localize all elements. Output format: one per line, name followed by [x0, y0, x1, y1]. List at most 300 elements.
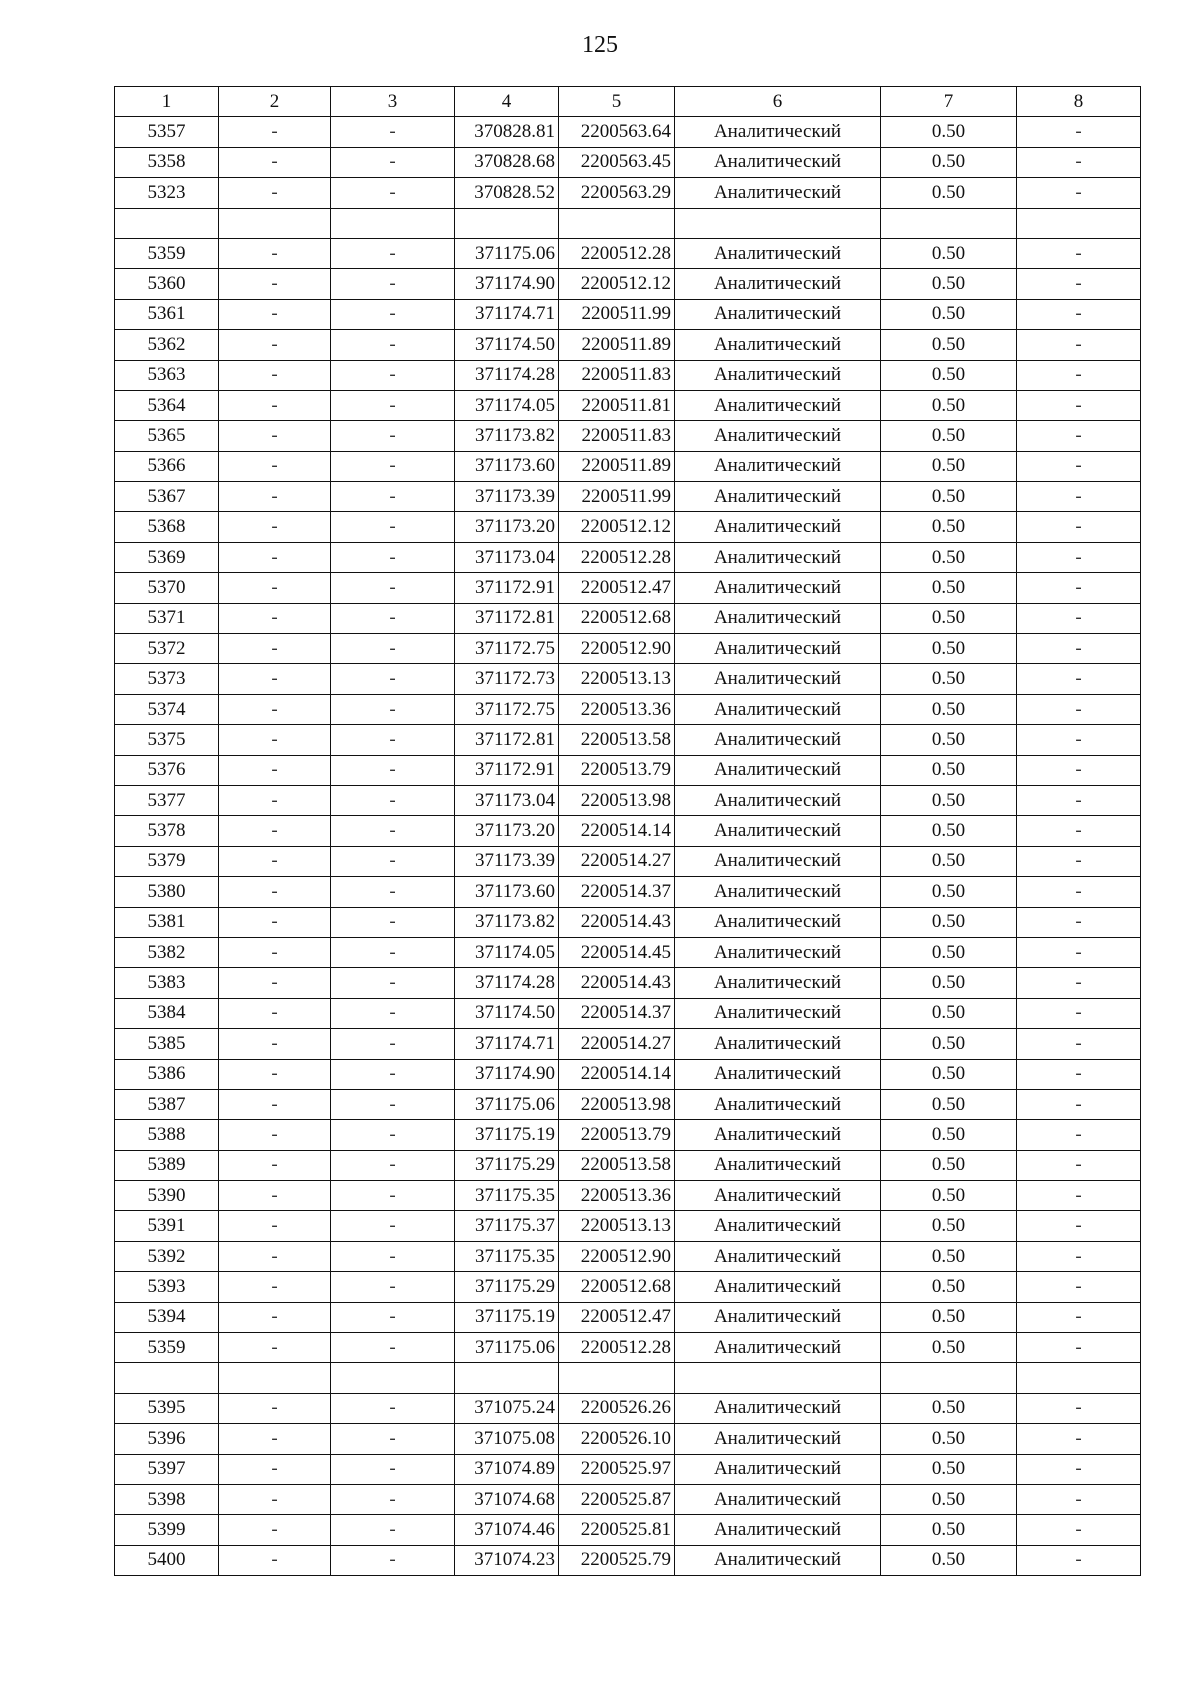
- cell-coord-y: 2200525.79: [559, 1545, 675, 1575]
- header-row: [115, 87, 1141, 117]
- cell-point-number: 5386: [115, 1059, 219, 1089]
- cell-col-3: -: [331, 1059, 455, 1089]
- cell-col-3: -: [331, 664, 455, 694]
- cell-point-number: 5357: [115, 117, 219, 147]
- cell-coord-x: 371075.24: [455, 1393, 559, 1423]
- cell-coord-y: 2200511.89: [559, 330, 675, 360]
- empty-cell: [455, 208, 559, 238]
- cell-col-8: -: [1017, 1181, 1141, 1211]
- cell-coord-x: 371075.08: [455, 1424, 559, 1454]
- cell-col-8: -: [1017, 1545, 1141, 1575]
- cell-coord-y: 2200512.90: [559, 634, 675, 664]
- cell-coord-y: 2200514.27: [559, 846, 675, 876]
- cell-coord-x: 371174.05: [455, 937, 559, 967]
- cell-point-number: 5373: [115, 664, 219, 694]
- cell-coord-y: 2200512.28: [559, 238, 675, 268]
- cell-col-8: -: [1017, 998, 1141, 1028]
- cell-coord-x: 371172.75: [455, 694, 559, 724]
- cell-point-number: 5377: [115, 785, 219, 815]
- cell-point-number: 5375: [115, 725, 219, 755]
- cell-coord-y: 2200513.98: [559, 1089, 675, 1119]
- cell-accuracy: 0.50: [881, 542, 1017, 572]
- cell-point-number: 5363: [115, 360, 219, 390]
- cell-accuracy: 0.50: [881, 877, 1017, 907]
- cell-col-2: -: [219, 1211, 331, 1241]
- cell-col-3: -: [331, 603, 455, 633]
- cell-col-8: -: [1017, 634, 1141, 664]
- cell-coord-x: 370828.81: [455, 117, 559, 147]
- cell-col-8: -: [1017, 937, 1141, 967]
- cell-point-number: 5393: [115, 1272, 219, 1302]
- cell-accuracy: 0.50: [881, 603, 1017, 633]
- cell-accuracy: 0.50: [881, 360, 1017, 390]
- table-row: [115, 1454, 1141, 1484]
- cell-method: Аналитический: [675, 1029, 881, 1059]
- empty-cell: [1017, 208, 1141, 238]
- cell-col-2: -: [219, 1181, 331, 1211]
- table-row-separator: [115, 1363, 1141, 1393]
- cell-coord-x: 371074.23: [455, 1545, 559, 1575]
- cell-point-number: 5388: [115, 1120, 219, 1150]
- cell-accuracy: 0.50: [881, 1333, 1017, 1363]
- cell-col-8: -: [1017, 755, 1141, 785]
- cell-col-8: -: [1017, 147, 1141, 177]
- empty-cell: [675, 1363, 881, 1393]
- cell-coord-x: 370828.52: [455, 178, 559, 208]
- cell-col-8: -: [1017, 968, 1141, 998]
- cell-point-number: 5390: [115, 1181, 219, 1211]
- cell-method: Аналитический: [675, 1454, 881, 1484]
- cell-method: Аналитический: [675, 634, 881, 664]
- cell-coord-y: 2200514.45: [559, 937, 675, 967]
- cell-accuracy: 0.50: [881, 816, 1017, 846]
- cell-point-number: 5385: [115, 1029, 219, 1059]
- cell-coord-x: 371175.06: [455, 1089, 559, 1119]
- table-row: [115, 1211, 1141, 1241]
- cell-method: Аналитический: [675, 390, 881, 420]
- column-header: 1: [115, 87, 219, 117]
- empty-cell: [881, 208, 1017, 238]
- cell-col-3: -: [331, 542, 455, 572]
- cell-method: Аналитический: [675, 937, 881, 967]
- table-row: [115, 1241, 1141, 1271]
- cell-method: Аналитический: [675, 664, 881, 694]
- cell-accuracy: 0.50: [881, 907, 1017, 937]
- cell-coord-y: 2200513.79: [559, 1120, 675, 1150]
- cell-col-8: -: [1017, 1272, 1141, 1302]
- cell-method: Аналитический: [675, 1333, 881, 1363]
- cell-col-3: -: [331, 725, 455, 755]
- cell-accuracy: 0.50: [881, 1241, 1017, 1271]
- table-row: [115, 360, 1141, 390]
- cell-point-number: 5394: [115, 1302, 219, 1332]
- cell-coord-x: 371173.20: [455, 816, 559, 846]
- cell-point-number: 5362: [115, 330, 219, 360]
- cell-col-8: -: [1017, 178, 1141, 208]
- cell-coord-x: 371172.91: [455, 755, 559, 785]
- cell-accuracy: 0.50: [881, 1029, 1017, 1059]
- empty-cell: [559, 1363, 675, 1393]
- cell-point-number: 5384: [115, 998, 219, 1028]
- cell-coord-x: 371173.60: [455, 451, 559, 481]
- cell-method: Аналитический: [675, 816, 881, 846]
- cell-col-8: -: [1017, 482, 1141, 512]
- table-row: [115, 1120, 1141, 1150]
- cell-accuracy: 0.50: [881, 725, 1017, 755]
- table-row-separator: [115, 208, 1141, 238]
- cell-coord-y: 2200512.90: [559, 1241, 675, 1271]
- cell-col-8: -: [1017, 360, 1141, 390]
- cell-col-3: -: [331, 330, 455, 360]
- cell-col-2: -: [219, 725, 331, 755]
- cell-point-number: 5358: [115, 147, 219, 177]
- cell-col-8: -: [1017, 1089, 1141, 1119]
- cell-col-2: -: [219, 482, 331, 512]
- cell-col-2: -: [219, 937, 331, 967]
- cell-method: Аналитический: [675, 1515, 881, 1545]
- cell-accuracy: 0.50: [881, 512, 1017, 542]
- cell-coord-x: 371172.91: [455, 573, 559, 603]
- cell-col-3: -: [331, 1029, 455, 1059]
- cell-col-2: -: [219, 1545, 331, 1575]
- cell-coord-x: 371174.50: [455, 330, 559, 360]
- empty-cell: [219, 208, 331, 238]
- cell-col-8: -: [1017, 1059, 1141, 1089]
- cell-col-2: -: [219, 1059, 331, 1089]
- cell-coord-x: 371175.29: [455, 1150, 559, 1180]
- cell-method: Аналитический: [675, 421, 881, 451]
- cell-col-3: -: [331, 1241, 455, 1271]
- cell-coord-x: 371174.90: [455, 1059, 559, 1089]
- cell-accuracy: 0.50: [881, 1211, 1017, 1241]
- cell-col-8: -: [1017, 117, 1141, 147]
- cell-method: Аналитический: [675, 1302, 881, 1332]
- cell-col-8: -: [1017, 451, 1141, 481]
- cell-coord-y: 2200525.87: [559, 1484, 675, 1514]
- cell-coord-x: 371175.35: [455, 1241, 559, 1271]
- cell-accuracy: 0.50: [881, 178, 1017, 208]
- table-row: [115, 1393, 1141, 1423]
- cell-coord-x: 371175.06: [455, 238, 559, 268]
- cell-col-3: -: [331, 390, 455, 420]
- cell-method: Аналитический: [675, 269, 881, 299]
- cell-coord-y: 2200513.58: [559, 1150, 675, 1180]
- cell-coord-y: 2200514.43: [559, 968, 675, 998]
- cell-col-8: -: [1017, 1302, 1141, 1332]
- cell-col-8: -: [1017, 330, 1141, 360]
- table-row: [115, 1302, 1141, 1332]
- cell-point-number: 5359: [115, 1333, 219, 1363]
- cell-col-2: -: [219, 1424, 331, 1454]
- cell-accuracy: 0.50: [881, 1545, 1017, 1575]
- cell-accuracy: 0.50: [881, 573, 1017, 603]
- cell-point-number: 5399: [115, 1515, 219, 1545]
- cell-point-number: 5323: [115, 178, 219, 208]
- cell-point-number: 5392: [115, 1241, 219, 1271]
- cell-col-2: -: [219, 1120, 331, 1150]
- cell-method: Аналитический: [675, 573, 881, 603]
- table-row: [115, 1424, 1141, 1454]
- cell-accuracy: 0.50: [881, 117, 1017, 147]
- cell-coord-y: 2200526.10: [559, 1424, 675, 1454]
- cell-method: Аналитический: [675, 1120, 881, 1150]
- cell-coord-y: 2200511.99: [559, 299, 675, 329]
- table-row: [115, 634, 1141, 664]
- cell-point-number: 5400: [115, 1545, 219, 1575]
- cell-col-8: -: [1017, 1211, 1141, 1241]
- cell-point-number: 5397: [115, 1454, 219, 1484]
- cell-col-3: -: [331, 238, 455, 268]
- table-row: [115, 1059, 1141, 1089]
- cell-coord-x: 371173.04: [455, 785, 559, 815]
- cell-point-number: 5364: [115, 390, 219, 420]
- cell-accuracy: 0.50: [881, 1424, 1017, 1454]
- cell-coord-x: 371172.73: [455, 664, 559, 694]
- table-row: [115, 1150, 1141, 1180]
- cell-method: Аналитический: [675, 1393, 881, 1423]
- cell-col-3: -: [331, 1424, 455, 1454]
- cell-col-2: -: [219, 360, 331, 390]
- cell-coord-y: 2200526.26: [559, 1393, 675, 1423]
- cell-col-2: -: [219, 998, 331, 1028]
- cell-point-number: 5376: [115, 755, 219, 785]
- cell-method: Аналитический: [675, 1272, 881, 1302]
- cell-point-number: 5361: [115, 299, 219, 329]
- cell-coord-x: 371173.39: [455, 846, 559, 876]
- table-row: [115, 1272, 1141, 1302]
- cell-point-number: 5366: [115, 451, 219, 481]
- cell-col-3: -: [331, 968, 455, 998]
- cell-method: Аналитический: [675, 968, 881, 998]
- cell-accuracy: 0.50: [881, 1120, 1017, 1150]
- cell-coord-y: 2200512.47: [559, 573, 675, 603]
- cell-accuracy: 0.50: [881, 1302, 1017, 1332]
- cell-col-3: -: [331, 1545, 455, 1575]
- cell-col-2: -: [219, 542, 331, 572]
- cell-col-2: -: [219, 907, 331, 937]
- table-row: [115, 330, 1141, 360]
- cell-method: Аналитический: [675, 451, 881, 481]
- cell-coord-x: 371074.68: [455, 1484, 559, 1514]
- cell-coord-x: 371173.82: [455, 421, 559, 451]
- cell-col-3: -: [331, 694, 455, 724]
- cell-col-3: -: [331, 755, 455, 785]
- table-row: [115, 238, 1141, 268]
- cell-col-3: -: [331, 573, 455, 603]
- cell-method: Аналитический: [675, 1484, 881, 1514]
- cell-point-number: 5396: [115, 1424, 219, 1454]
- cell-col-8: -: [1017, 846, 1141, 876]
- cell-accuracy: 0.50: [881, 1150, 1017, 1180]
- cell-accuracy: 0.50: [881, 1272, 1017, 1302]
- cell-coord-y: 2200512.47: [559, 1302, 675, 1332]
- cell-col-2: -: [219, 117, 331, 147]
- cell-coord-y: 2200514.14: [559, 816, 675, 846]
- cell-point-number: 5378: [115, 816, 219, 846]
- table-row: [115, 269, 1141, 299]
- cell-accuracy: 0.50: [881, 1059, 1017, 1089]
- cell-col-3: -: [331, 907, 455, 937]
- cell-col-2: -: [219, 846, 331, 876]
- cell-coord-x: 371173.39: [455, 482, 559, 512]
- table-row: [115, 1515, 1141, 1545]
- cell-coord-y: 2200514.43: [559, 907, 675, 937]
- cell-point-number: 5367: [115, 482, 219, 512]
- cell-point-number: 5379: [115, 846, 219, 876]
- cell-method: Аналитический: [675, 1089, 881, 1119]
- cell-method: Аналитический: [675, 178, 881, 208]
- cell-coord-x: 371172.81: [455, 725, 559, 755]
- cell-col-2: -: [219, 451, 331, 481]
- cell-col-3: -: [331, 512, 455, 542]
- cell-point-number: 5383: [115, 968, 219, 998]
- cell-method: Аналитический: [675, 694, 881, 724]
- table-row: [115, 816, 1141, 846]
- cell-coord-x: 371172.81: [455, 603, 559, 633]
- cell-method: Аналитический: [675, 785, 881, 815]
- cell-accuracy: 0.50: [881, 1181, 1017, 1211]
- cell-accuracy: 0.50: [881, 482, 1017, 512]
- column-header: 5: [559, 87, 675, 117]
- cell-col-3: -: [331, 1333, 455, 1363]
- cell-coord-y: 2200511.99: [559, 482, 675, 512]
- cell-coord-y: 2200512.28: [559, 542, 675, 572]
- table-row: [115, 937, 1141, 967]
- cell-method: Аналитический: [675, 542, 881, 572]
- table-row: [115, 573, 1141, 603]
- cell-coord-y: 2200513.13: [559, 1211, 675, 1241]
- cell-coord-x: 371174.28: [455, 968, 559, 998]
- cell-accuracy: 0.50: [881, 269, 1017, 299]
- cell-coord-y: 2200512.68: [559, 1272, 675, 1302]
- table-row: [115, 1545, 1141, 1575]
- table-row: [115, 968, 1141, 998]
- cell-col-8: -: [1017, 1029, 1141, 1059]
- table-row: [115, 664, 1141, 694]
- cell-col-8: -: [1017, 512, 1141, 542]
- table-row: [115, 877, 1141, 907]
- cell-col-8: -: [1017, 1393, 1141, 1423]
- cell-col-8: -: [1017, 1333, 1141, 1363]
- table-row: [115, 1089, 1141, 1119]
- cell-col-8: -: [1017, 1120, 1141, 1150]
- column-header: 4: [455, 87, 559, 117]
- cell-col-8: -: [1017, 238, 1141, 268]
- cell-col-2: -: [219, 694, 331, 724]
- cell-col-3: -: [331, 1181, 455, 1211]
- cell-col-8: -: [1017, 1515, 1141, 1545]
- cell-col-3: -: [331, 877, 455, 907]
- cell-col-3: -: [331, 1454, 455, 1484]
- cell-coord-y: 2200512.12: [559, 512, 675, 542]
- cell-method: Аналитический: [675, 1424, 881, 1454]
- cell-point-number: 5368: [115, 512, 219, 542]
- cell-coord-y: 2200511.89: [559, 451, 675, 481]
- table-row: [115, 512, 1141, 542]
- cell-point-number: 5372: [115, 634, 219, 664]
- cell-coord-y: 2200563.64: [559, 117, 675, 147]
- cell-col-8: -: [1017, 1150, 1141, 1180]
- cell-coord-x: 371173.04: [455, 542, 559, 572]
- cell-col-3: -: [331, 1272, 455, 1302]
- cell-accuracy: 0.50: [881, 1515, 1017, 1545]
- table-row: [115, 147, 1141, 177]
- cell-col-8: -: [1017, 664, 1141, 694]
- cell-col-8: -: [1017, 573, 1141, 603]
- cell-method: Аналитический: [675, 603, 881, 633]
- cell-accuracy: 0.50: [881, 299, 1017, 329]
- table-row: [115, 907, 1141, 937]
- cell-method: Аналитический: [675, 482, 881, 512]
- cell-col-8: -: [1017, 421, 1141, 451]
- cell-col-2: -: [219, 1333, 331, 1363]
- cell-col-2: -: [219, 1272, 331, 1302]
- cell-col-3: -: [331, 1120, 455, 1150]
- cell-col-8: -: [1017, 269, 1141, 299]
- page-number: 125: [582, 32, 618, 58]
- table-row: [115, 694, 1141, 724]
- cell-method: Аналитический: [675, 512, 881, 542]
- cell-method: Аналитический: [675, 1545, 881, 1575]
- cell-coord-y: 2200513.79: [559, 755, 675, 785]
- cell-point-number: 5360: [115, 269, 219, 299]
- cell-method: Аналитический: [675, 998, 881, 1028]
- cell-accuracy: 0.50: [881, 1454, 1017, 1484]
- cell-coord-y: 2200563.45: [559, 147, 675, 177]
- cell-accuracy: 0.50: [881, 694, 1017, 724]
- empty-cell: [1017, 1363, 1141, 1393]
- cell-col-2: -: [219, 269, 331, 299]
- cell-coord-y: 2200512.68: [559, 603, 675, 633]
- cell-method: Аналитический: [675, 1211, 881, 1241]
- cell-col-3: -: [331, 1393, 455, 1423]
- cell-col-8: -: [1017, 1454, 1141, 1484]
- cell-accuracy: 0.50: [881, 968, 1017, 998]
- cell-point-number: 5395: [115, 1393, 219, 1423]
- table-row: [115, 421, 1141, 451]
- coordinate-table: [114, 86, 1141, 1576]
- cell-col-3: -: [331, 299, 455, 329]
- empty-cell: [675, 208, 881, 238]
- cell-col-2: -: [219, 573, 331, 603]
- table-row: [115, 542, 1141, 572]
- cell-col-8: -: [1017, 907, 1141, 937]
- cell-method: Аналитический: [675, 1150, 881, 1180]
- cell-coord-x: 371173.82: [455, 907, 559, 937]
- cell-coord-x: 371174.71: [455, 299, 559, 329]
- cell-coord-y: 2200512.12: [559, 269, 675, 299]
- cell-coord-x: 371074.89: [455, 1454, 559, 1484]
- cell-point-number: 5389: [115, 1150, 219, 1180]
- cell-point-number: 5381: [115, 907, 219, 937]
- empty-cell: [219, 1363, 331, 1393]
- cell-col-2: -: [219, 968, 331, 998]
- cell-col-2: -: [219, 877, 331, 907]
- empty-cell: [115, 208, 219, 238]
- cell-method: Аналитический: [675, 725, 881, 755]
- cell-method: Аналитический: [675, 299, 881, 329]
- cell-col-8: -: [1017, 694, 1141, 724]
- cell-accuracy: 0.50: [881, 846, 1017, 876]
- cell-coord-x: 371074.46: [455, 1515, 559, 1545]
- cell-coord-x: 371175.06: [455, 1333, 559, 1363]
- cell-col-2: -: [219, 1089, 331, 1119]
- cell-col-2: -: [219, 1150, 331, 1180]
- cell-accuracy: 0.50: [881, 1393, 1017, 1423]
- cell-col-3: -: [331, 451, 455, 481]
- cell-col-2: -: [219, 755, 331, 785]
- cell-point-number: 5365: [115, 421, 219, 451]
